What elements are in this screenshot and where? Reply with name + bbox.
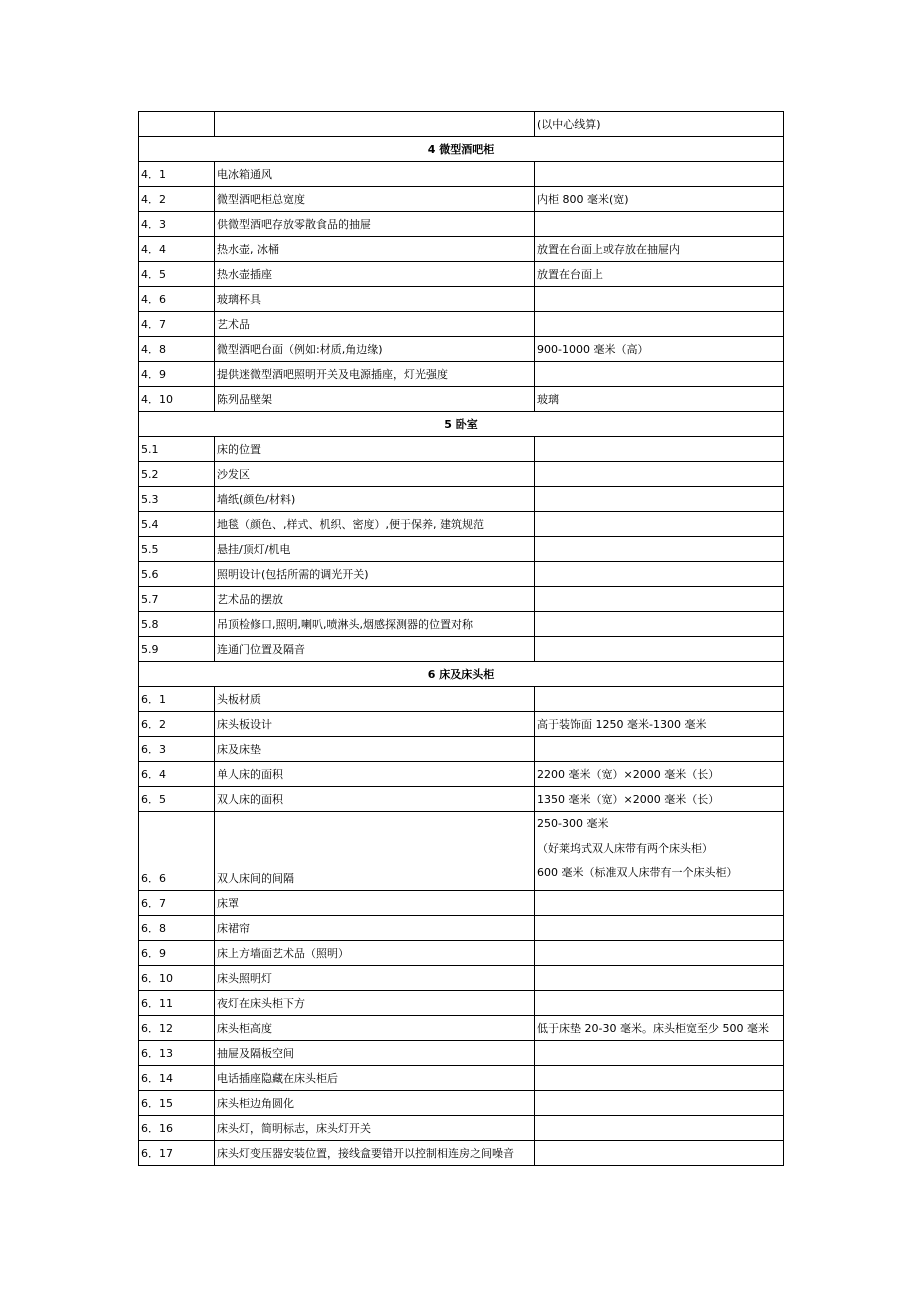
section-header-row [139,662,784,687]
item-description: 头板材质 [215,687,535,712]
table-row [139,966,784,991]
section-title: 4 微型酒吧柜 [139,137,784,162]
item-number: 4．5 [139,262,215,287]
item-note [535,512,784,537]
table-row [139,737,784,762]
item-note [535,537,784,562]
item-number: 6．5 [139,787,215,812]
item-number: 5.5 [139,537,215,562]
item-description: 热水壶插座 [215,262,535,287]
item-number: 6．14 [139,1066,215,1091]
table-row [139,891,784,916]
table-row [139,562,784,587]
item-description: 床及床垫 [215,737,535,762]
item-description: 玻璃杯具 [215,287,535,312]
item-number: 6．6 [139,812,215,891]
item-description: 床的位置 [215,437,535,462]
item-note [535,1066,784,1091]
item-description: 单人床的面积 [215,762,535,787]
table-row [139,262,784,287]
item-description: 沙发区 [215,462,535,487]
item-note [535,737,784,762]
table-row [139,462,784,487]
item-description: 艺术品的摆放 [215,587,535,612]
section-header-row [139,137,784,162]
item-note-line: （好莱坞式双人床带有两个床头柜） [537,841,713,855]
item-number: 5.1 [139,437,215,462]
item-description: 床上方墙面艺术品（照明） [215,941,535,966]
item-note [535,1141,784,1166]
table-row [139,1041,784,1066]
item-description: 双人床间的间隔 [215,812,535,891]
table-row [139,312,784,337]
item-description: 床头灯，简明标志，床头灯开关 [215,1116,535,1141]
item-note: 1350 毫米（宽）×2000 毫米（长） [535,787,784,812]
item-note [535,562,784,587]
item-note [535,462,784,487]
table-row [139,212,784,237]
item-note: 低于床垫 20-30 毫米。床头柜宽至少 500 毫米 [535,1016,784,1041]
item-note [535,287,784,312]
item-number: 6．1 [139,687,215,712]
item-note [535,612,784,637]
item-number: 4．3 [139,212,215,237]
item-description: 床头板设计 [215,712,535,737]
table-row [139,812,784,891]
item-number: 4．10 [139,387,215,412]
item-number: 6．15 [139,1091,215,1116]
spec-table-body [139,112,784,1166]
section-header-row [139,412,784,437]
table-row [139,187,784,212]
table-row [139,587,784,612]
item-description: 微型酒吧柜总宽度 [215,187,535,212]
item-number: 6．2 [139,712,215,737]
item-description: 吊顶检修口,照明,喇叭,喷淋头,烟感探测器的位置对称 [215,612,535,637]
item-note [535,162,784,187]
item-number: 6．16 [139,1116,215,1141]
item-number: 6．11 [139,991,215,1016]
table-row [139,287,784,312]
item-note [535,487,784,512]
item-note-line: 600 毫米（标准双人床带有一个床头柜） [537,866,738,880]
table-row [139,1066,784,1091]
section-title: 5 卧室 [139,412,784,437]
table-row [139,1116,784,1141]
item-number: 5.2 [139,462,215,487]
item-number: 6．4 [139,762,215,787]
item-number: 4．7 [139,312,215,337]
item-description: 照明设计(包括所需的调光开关) [215,562,535,587]
table-row [139,687,784,712]
item-description: 床裙帘 [215,916,535,941]
item-description: 床头灯变压器安装位置，接线盒要错开以控制相连房之间噪音 [215,1141,535,1166]
item-note [535,1116,784,1141]
item-number: 6．8 [139,916,215,941]
item-number: 6．17 [139,1141,215,1166]
table-row [139,941,784,966]
item-number: 5.7 [139,587,215,612]
item-note [535,687,784,712]
table-row [139,512,784,537]
item-description: 双人床的面积 [215,787,535,812]
item-number: 5.6 [139,562,215,587]
table-row [139,487,784,512]
item-note-line: 250-300 毫米 [537,817,609,830]
item-note [535,812,784,891]
item-note: 放置在台面上 [535,262,784,287]
table-row [139,537,784,562]
table-row [139,1091,784,1116]
item-number: 6．7 [139,891,215,916]
item-note: 内柜 800 毫米(宽) [535,187,784,212]
item-note [535,637,784,662]
item-description: 地毯（颜色、,样式、机织、密度）,便于保养, 建筑规范 [215,512,535,537]
section-title: 6 床及床头柜 [139,662,784,687]
table-row [139,362,784,387]
item-note: 高于装饰面 1250 毫米-1300 毫米 [535,712,784,737]
table-row [139,337,784,362]
item-note: 放置在台面上或存放在抽屉内 [535,237,784,262]
item-number [139,112,215,137]
table-row [139,387,784,412]
item-number: 5.9 [139,637,215,662]
item-number: 6．10 [139,966,215,991]
item-number: 6．9 [139,941,215,966]
item-description: 供微型酒吧存放零散食品的抽屉 [215,212,535,237]
item-description: 电话插座隐藏在床头柜后 [215,1066,535,1091]
item-note: 900-1000 毫米（高） [535,337,784,362]
item-description: 抽屉及隔板空间 [215,1041,535,1066]
table-row [139,712,784,737]
item-description: 床头照明灯 [215,966,535,991]
item-number: 4．6 [139,287,215,312]
item-description: 夜灯在床头柜下方 [215,991,535,1016]
item-note [535,1041,784,1066]
item-description: 提供迷微型酒吧照明开关及电源插座，灯光强度 [215,362,535,387]
item-number: 4．9 [139,362,215,387]
item-note: 玻璃 [535,387,784,412]
item-description: 床头柜边角圆化 [215,1091,535,1116]
item-description: 电冰箱通风 [215,162,535,187]
item-description [215,112,535,137]
table-row [139,612,784,637]
spec-table [138,111,784,1166]
table-row [139,162,784,187]
table-row [139,437,784,462]
item-description: 艺术品 [215,312,535,337]
item-description: 微型酒吧台面（例如:材质,角边缘) [215,337,535,362]
table-row [139,916,784,941]
item-note [535,966,784,991]
item-number: 4．1 [139,162,215,187]
item-number: 5.3 [139,487,215,512]
item-description: 悬挂/顶灯/机电 [215,537,535,562]
item-note: (以中心线算) [535,112,784,137]
table-row [139,787,784,812]
item-number: 5.8 [139,612,215,637]
item-description: 连通门位置及隔音 [215,637,535,662]
table-row [139,762,784,787]
item-note [535,941,784,966]
item-description: 床罩 [215,891,535,916]
item-number: 5.4 [139,512,215,537]
item-description: 墙纸(颜色/材料) [215,487,535,512]
item-note [535,891,784,916]
item-note [535,437,784,462]
table-row [139,637,784,662]
item-number: 4．2 [139,187,215,212]
item-note [535,991,784,1016]
item-number: 6．12 [139,1016,215,1041]
item-note [535,916,784,941]
item-description: 热水壶, 冰桶 [215,237,535,262]
item-description: 床头柜高度 [215,1016,535,1041]
table-row [139,1016,784,1041]
item-number: 6．13 [139,1041,215,1066]
item-note: 2200 毫米（宽）×2000 毫米（长） [535,762,784,787]
item-number: 4．8 [139,337,215,362]
item-note [535,587,784,612]
table-row [139,991,784,1016]
item-note [535,1091,784,1116]
item-note [535,312,784,337]
item-description: 陈列品壁架 [215,387,535,412]
table-row [139,237,784,262]
item-note [535,212,784,237]
item-note [535,362,784,387]
item-number: 6．3 [139,737,215,762]
table-row [139,1141,784,1166]
table-row [139,112,784,137]
item-number: 4．4 [139,237,215,262]
